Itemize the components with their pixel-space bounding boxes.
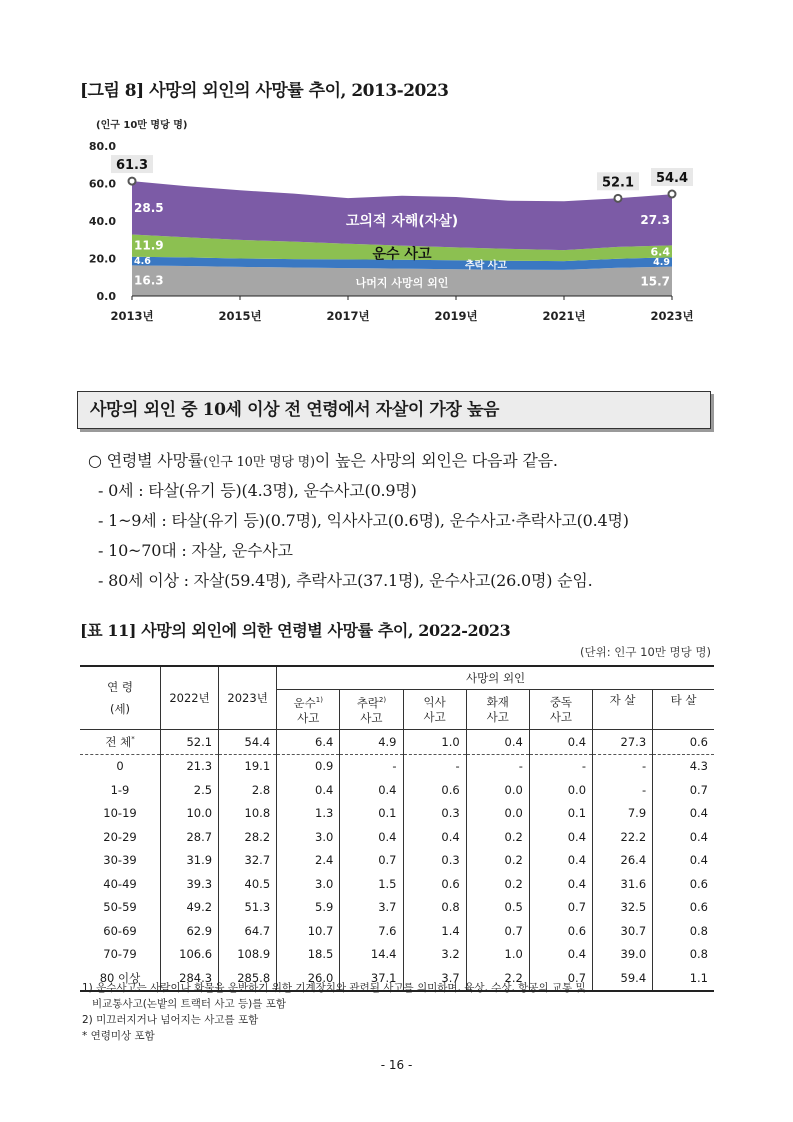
table-row xyxy=(80,825,714,849)
value-cell-homicide: 0.4 xyxy=(653,802,714,826)
value-cell-suicide: 39.0 xyxy=(593,943,653,967)
x-tick-label: 2017년 xyxy=(326,309,370,323)
y-tick-label: 0.0 xyxy=(96,290,116,303)
header-suicide: 자 살 xyxy=(593,690,653,730)
total-label: 52.1 xyxy=(601,175,635,191)
bullet-line: - 0세 : 타살(유기 등)(4.3명), 운수사고(0.9명) xyxy=(98,481,417,500)
table-row xyxy=(80,943,714,967)
value-cell-v2022: 62.9 xyxy=(161,919,219,943)
value-cell-transport: 0.9 xyxy=(277,754,340,778)
age-cell: 1-9 xyxy=(80,778,161,802)
series-value-label: 27.3 xyxy=(640,212,670,227)
value-cell-v2023: 10.8 xyxy=(219,802,277,826)
value-cell-poison: 0.7 xyxy=(529,896,592,920)
value-cell-fire: 0.5 xyxy=(466,896,529,920)
header-homicide: 타 살 xyxy=(653,690,714,730)
y-tick-label: 40.0 xyxy=(88,215,116,228)
y-tick-label: 80.0 xyxy=(88,140,116,153)
value-cell-v2023: 54.4 xyxy=(219,730,277,755)
value-cell-drown: - xyxy=(403,754,466,778)
footnote: 2) 미끄러지거나 넘어지는 사고를 포함 xyxy=(82,1014,259,1026)
value-cell-drown: 0.4 xyxy=(403,825,466,849)
value-cell-suicide: 26.4 xyxy=(593,849,653,873)
bullet-line: - 80세 이상 : 자살(59.4명), 추락사고(37.1명), 운수사고(26.0명) 순임. xyxy=(98,571,593,590)
value-cell-suicide: 31.6 xyxy=(593,872,653,896)
table-row xyxy=(80,778,714,802)
series-value-label: 11.9 xyxy=(134,238,164,253)
value-cell-v2022: 10.0 xyxy=(161,802,219,826)
value-cell-drown: 1.4 xyxy=(403,919,466,943)
value-cell-homicide: 0.4 xyxy=(653,849,714,873)
age-cell: 70-79 xyxy=(80,943,161,967)
value-cell-transport: 3.0 xyxy=(277,872,340,896)
value-cell-fire: 0.2 xyxy=(466,825,529,849)
x-tick-label: 2015년 xyxy=(218,309,262,323)
value-cell-fire: - xyxy=(466,754,529,778)
intro-text-b: 이 높은 사망의 외인은 다음과 같음. xyxy=(314,451,558,470)
value-cell-homicide: 0.7 xyxy=(653,778,714,802)
value-cell-v2023: 28.2 xyxy=(219,825,277,849)
value-cell-transport: 26.0 xyxy=(277,966,340,991)
mortality-table xyxy=(80,665,714,992)
table-row xyxy=(80,802,714,826)
table-unit: (단위: 인구 10만 명당 명) xyxy=(580,645,711,659)
value-cell-v2022: 106.6 xyxy=(161,943,219,967)
value-cell-homicide: 4.3 xyxy=(653,754,714,778)
value-cell-fire: 0.4 xyxy=(466,730,529,755)
value-cell-suicide: - xyxy=(593,754,653,778)
intro-text-a: ○ 연령별 사망률 xyxy=(88,451,204,470)
series-name-label: 나머지 사망의 외인 xyxy=(355,276,449,290)
value-cell-fall: 0.7 xyxy=(340,849,403,873)
series-name-label: 운수 사고 xyxy=(372,246,432,263)
series-value-label: 16.3 xyxy=(134,273,164,288)
value-cell-v2023: 108.9 xyxy=(219,943,277,967)
x-axis-ticks xyxy=(110,296,693,323)
y-unit-label: (인구 10만 명당 명) xyxy=(96,120,188,131)
age-cell: 10-19 xyxy=(80,802,161,826)
table-title: [표 11] 사망의 외인에 의한 연령별 사망률 추이, 2022-2023 xyxy=(80,621,511,640)
value-cell-transport: 6.4 xyxy=(277,730,340,755)
value-cell-fire: 0.0 xyxy=(466,802,529,826)
header-age xyxy=(80,666,161,730)
value-cell-v2023: 64.7 xyxy=(219,919,277,943)
header-transport: 운수$^{1)}$ 사고 xyxy=(277,690,340,730)
value-cell-fire: 0.0 xyxy=(466,778,529,802)
intro-line xyxy=(88,448,558,471)
value-cell-drown: 0.3 xyxy=(403,802,466,826)
header-fire: 화재 사고 xyxy=(466,690,529,730)
value-cell-drown: 0.6 xyxy=(403,872,466,896)
x-tick-label: 2013년 xyxy=(110,309,154,323)
y-tick-label: 60.0 xyxy=(88,177,116,191)
value-cell-fall: 7.6 xyxy=(340,919,403,943)
value-cell-fall: 0.1 xyxy=(340,802,403,826)
total-marker xyxy=(615,195,622,202)
value-cell-homicide: 0.6 xyxy=(653,896,714,920)
age-cell: 30-39 xyxy=(80,849,161,873)
value-cell-homicide: 1.1 xyxy=(653,966,714,991)
intro-unit: (인구 10만 명당 명) xyxy=(203,455,315,470)
footnote: 비교통사고(논밭의 트랙터 사고 등)를 포함 xyxy=(92,998,286,1010)
value-cell-poison: 0.4 xyxy=(529,872,592,896)
value-cell-drown: 0.8 xyxy=(403,896,466,920)
header-2023: 2023년 xyxy=(219,666,277,730)
value-cell-homicide: 0.4 xyxy=(653,825,714,849)
value-cell-poison: 0.1 xyxy=(529,802,592,826)
total-marker xyxy=(129,178,136,185)
x-tick-label: 2021년 xyxy=(542,309,586,323)
value-cell-poison: 0.4 xyxy=(529,825,592,849)
value-cell-suicide: - xyxy=(593,778,653,802)
series-value-label: 4.6 xyxy=(134,256,151,268)
value-cell-drown: 0.3 xyxy=(403,849,466,873)
value-cell-suicide: 59.4 xyxy=(593,966,653,991)
series-value-label: 4.9 xyxy=(653,256,670,268)
chart-svg xyxy=(70,112,730,332)
y-tick-label: 20.0 xyxy=(88,252,116,266)
age-cell: 80 이상 xyxy=(80,966,161,991)
value-cell-suicide: 22.2 xyxy=(593,825,653,849)
header-age-line2: (세) xyxy=(109,702,131,716)
value-cell-fall: 14.4 xyxy=(340,943,403,967)
value-cell-transport: 5.9 xyxy=(277,896,340,920)
value-cell-poison: 0.4 xyxy=(529,849,592,873)
table-row xyxy=(80,754,714,778)
value-cell-homicide: 0.8 xyxy=(653,919,714,943)
value-cell-fall: 1.5 xyxy=(340,872,403,896)
x-tick-label: 2019년 xyxy=(434,309,478,323)
value-cell-transport: 0.4 xyxy=(277,778,340,802)
value-cell-v2023: 19.1 xyxy=(219,754,277,778)
figure-title: [그림 8] 사망의 외인의 사망률 추이, 2013-2023 xyxy=(80,81,449,101)
footnote: 1) 운수사고는 사람이나 화물을 운반하기 위한 기계장치와 관련된 사고를 의미하며, 육상, 수상, 항공의 교통 및 xyxy=(82,982,586,994)
value-cell-v2022: 49.2 xyxy=(161,896,219,920)
value-cell-v2022: 39.3 xyxy=(161,872,219,896)
table-row xyxy=(80,896,714,920)
series-value-label: 6.4 xyxy=(650,245,670,259)
value-cell-suicide: 7.9 xyxy=(593,802,653,826)
value-cell-v2022: 284.3 xyxy=(161,966,219,991)
value-cell-fall: - xyxy=(340,754,403,778)
series-value-label: 28.5 xyxy=(134,200,164,215)
value-cell-poison: 0.4 xyxy=(529,730,592,755)
total-marker xyxy=(669,191,676,198)
value-cell-suicide: 30.7 xyxy=(593,919,653,943)
value-cell-poison: - xyxy=(529,754,592,778)
value-cell-fall: 0.4 xyxy=(340,825,403,849)
value-cell-fall: 0.4 xyxy=(340,778,403,802)
value-cell-v2023: 285.8 xyxy=(219,966,277,991)
age-cell: 0 xyxy=(80,754,161,778)
series-name-label: 추락 사고 xyxy=(464,260,508,272)
age-cell: 50-59 xyxy=(80,896,161,920)
series-name-label: 고의적 자해(자살) xyxy=(345,213,459,230)
value-cell-homicide: 0.6 xyxy=(653,730,714,755)
page-number: - 16 - xyxy=(380,1058,413,1072)
value-cell-v2023: 2.8 xyxy=(219,778,277,802)
table-row-total xyxy=(80,730,714,755)
footnote: * 연령미상 포함 xyxy=(82,1030,155,1042)
value-cell-fire: 1.0 xyxy=(466,943,529,967)
value-cell-v2022: 21.3 xyxy=(161,754,219,778)
table-row xyxy=(80,919,714,943)
value-cell-transport: 18.5 xyxy=(277,943,340,967)
value-cell-drown: 3.7 xyxy=(403,966,466,991)
bullet-line: - 10~70대 : 자살, 운수사고 xyxy=(98,541,293,560)
value-cell-fall: 37.1 xyxy=(340,966,403,991)
value-cell-poison: 0.7 xyxy=(529,966,592,991)
value-cell-homicide: 0.6 xyxy=(653,872,714,896)
value-cell-transport: 10.7 xyxy=(277,919,340,943)
stacked-area-chart xyxy=(70,112,730,332)
value-cell-transport: 1.3 xyxy=(277,802,340,826)
value-cell-fire: 0.2 xyxy=(466,849,529,873)
value-cell-v2022: 28.7 xyxy=(161,825,219,849)
total-label: 61.3 xyxy=(115,158,149,174)
value-cell-transport: 2.4 xyxy=(277,849,340,873)
age-cell: 전 체* xyxy=(80,730,161,755)
header-2022: 2022년 xyxy=(161,666,219,730)
value-cell-v2023: 32.7 xyxy=(219,849,277,873)
value-cell-poison: 0.0 xyxy=(529,778,592,802)
header-fall: 추락$^{2)}$ 사고 xyxy=(340,690,403,730)
header-external-causes: 사망의 외인 xyxy=(277,666,714,690)
value-cell-fall: 4.9 xyxy=(340,730,403,755)
value-cell-v2023: 40.5 xyxy=(219,872,277,896)
value-cell-drown: 0.6 xyxy=(403,778,466,802)
age-cell: 60-69 xyxy=(80,919,161,943)
x-tick-label: 2023년 xyxy=(650,309,694,323)
age-cell: 40-49 xyxy=(80,872,161,896)
value-cell-homicide: 0.8 xyxy=(653,943,714,967)
value-cell-poison: 0.4 xyxy=(529,943,592,967)
value-cell-fire: 0.7 xyxy=(466,919,529,943)
table-row xyxy=(80,849,714,873)
header-drowning: 익사 사고 xyxy=(403,690,466,730)
value-cell-v2022: 31.9 xyxy=(161,849,219,873)
value-cell-v2022: 2.5 xyxy=(161,778,219,802)
total-label: 54.4 xyxy=(655,171,689,186)
header-poisoning: 중독 사고 xyxy=(529,690,592,730)
value-cell-suicide: 32.5 xyxy=(593,896,653,920)
value-cell-transport: 3.0 xyxy=(277,825,340,849)
section-heading: 사망의 외인 중 10세 이상 전 연령에서 자살이 가장 높음 xyxy=(77,391,711,429)
value-cell-drown: 3.2 xyxy=(403,943,466,967)
value-cell-fire: 2.2 xyxy=(466,966,529,991)
value-cell-fall: 3.7 xyxy=(340,896,403,920)
value-cell-fire: 0.2 xyxy=(466,872,529,896)
value-cell-poison: 0.6 xyxy=(529,919,592,943)
bullet-line: - 1~9세 : 타살(유기 등)(0.7명), 익사사고(0.6명), 운수사고·추락사고(0.4명) xyxy=(98,511,629,530)
series-value-label: 15.7 xyxy=(640,274,670,289)
header-age-line1: 연 령 xyxy=(107,680,133,694)
value-cell-suicide: 27.3 xyxy=(593,730,653,755)
age-cell: 20-29 xyxy=(80,825,161,849)
value-cell-drown: 1.0 xyxy=(403,730,466,755)
value-cell-v2023: 51.3 xyxy=(219,896,277,920)
value-cell-v2022: 52.1 xyxy=(161,730,219,755)
table-row xyxy=(80,872,714,896)
